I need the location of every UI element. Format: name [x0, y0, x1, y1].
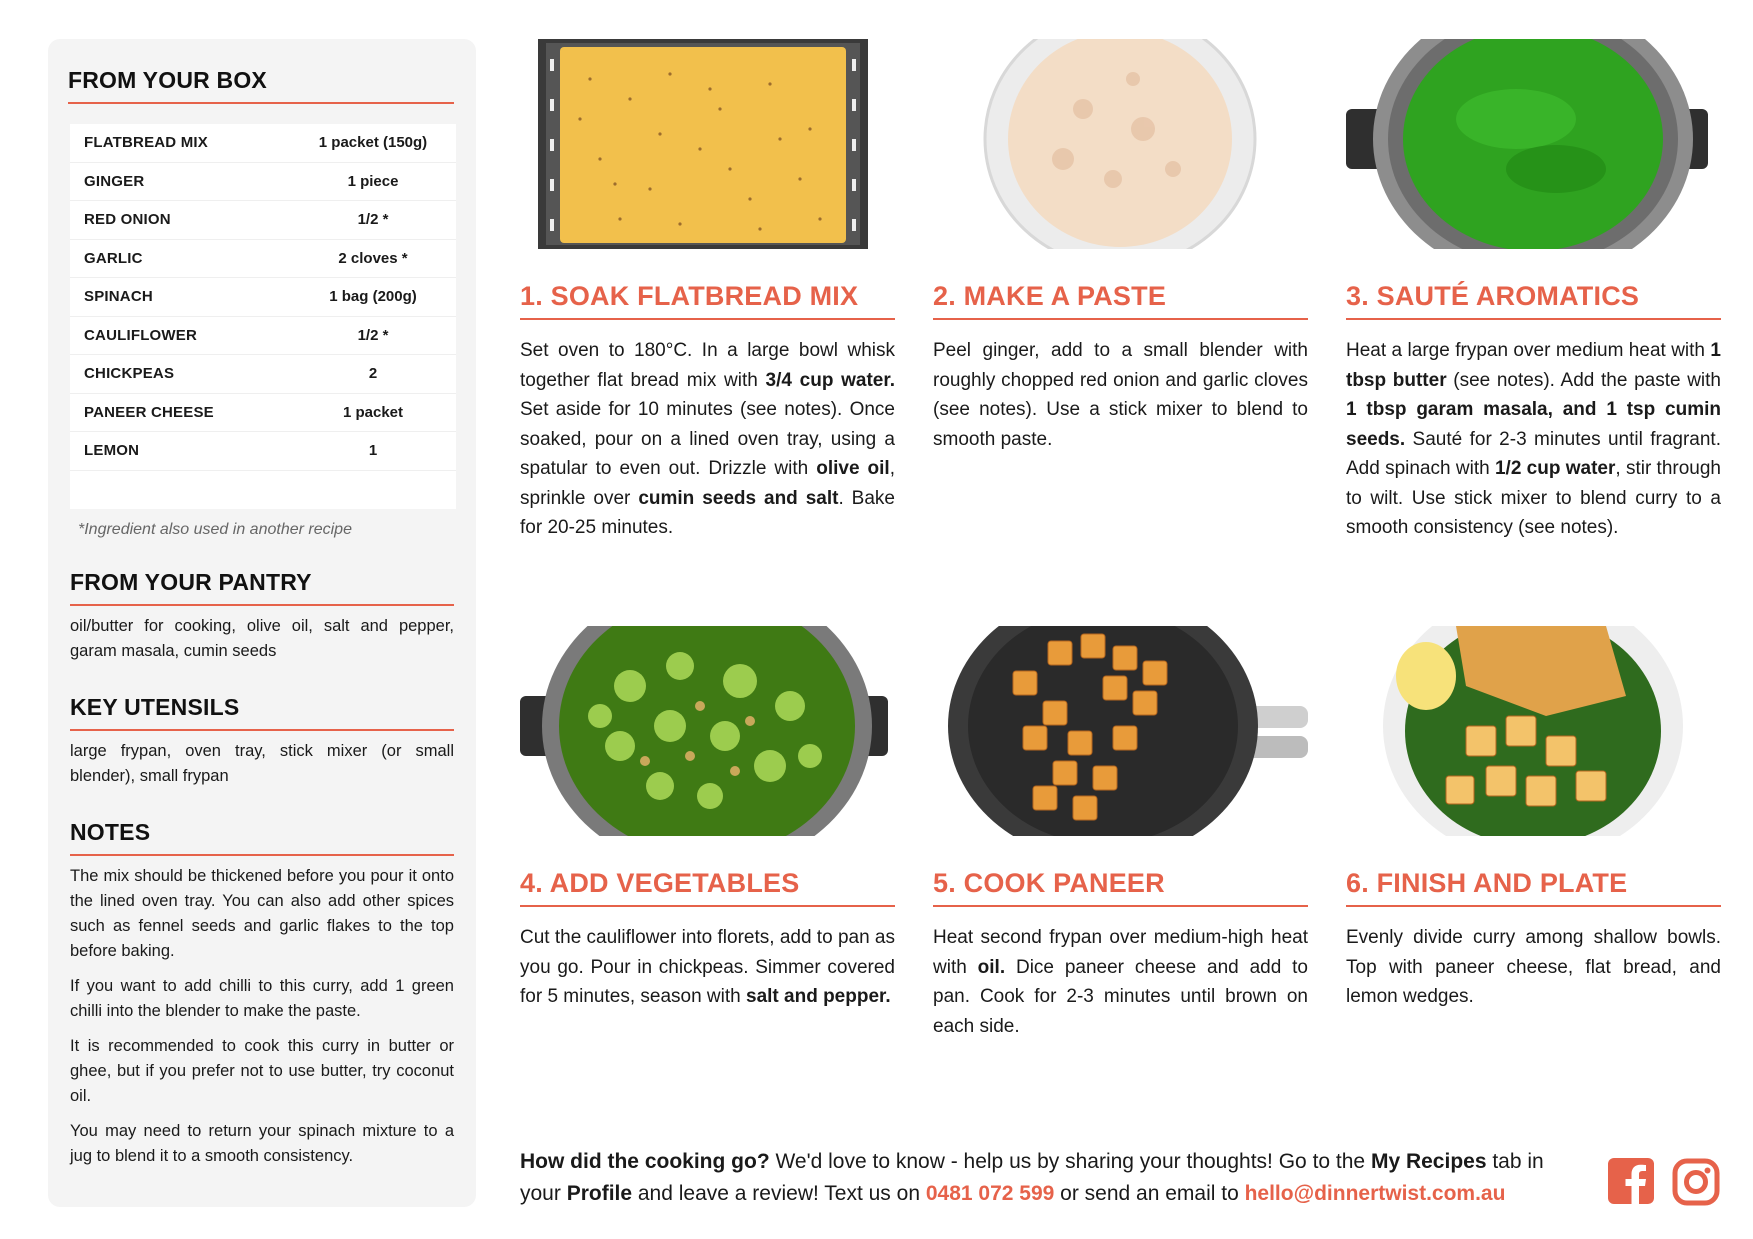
ingredient-qty: 2 [368, 365, 378, 383]
email-link[interactable]: hello@dinnertwist.com.au [1244, 1182, 1506, 1205]
step-6-photo [1346, 626, 1721, 836]
ingredient-qty: 1/2 * [357, 326, 389, 344]
step-2-photo [933, 39, 1308, 249]
notes-heading: NOTES [70, 819, 454, 856]
ingredient-name: SPINACH [84, 288, 153, 306]
ingredient-row [70, 355, 456, 394]
step-4-text: Cut the cauliflower into florets, add to pan as you go. Pour in chickpeas. Simmer covered for 5 minutes, season with salt and pepper. [520, 927, 895, 1007]
ingredient-row [70, 124, 456, 163]
ingredient-row [70, 432, 456, 471]
facebook-icon[interactable] [1608, 1158, 1654, 1204]
ingredient-name: LEMON [84, 442, 140, 460]
ingredient-qty: 1 packet [342, 403, 404, 421]
note-item: You may need to return your spinach mixture to a jug to blend it to a smooth consistency. [70, 1121, 454, 1165]
step-6-title: 6. FINISH AND PLATE [1346, 868, 1721, 907]
ingredient-qty: 2 cloves * [338, 249, 408, 267]
step-1-photo [520, 39, 895, 249]
step-2-title: 2. MAKE A PASTE [933, 281, 1308, 320]
step-5-title: 5. COOK PANEER [933, 868, 1308, 907]
note-item: It is recommended to cook this curry in butter or ghee, but if you prefer not to use butter, try coconut oil. [70, 1036, 454, 1105]
step-3-title: 3. SAUTÉ AROMATICS [1346, 281, 1721, 320]
ingredient-row-blank [70, 471, 456, 509]
step-6 [1346, 626, 1721, 1012]
step-2 [933, 39, 1308, 454]
ingredient-name: GARLIC [84, 249, 143, 267]
ingredient-qty: 1 [368, 442, 378, 460]
pantry-section [70, 569, 454, 664]
step-4-photo [520, 626, 895, 836]
step-6-text: Evenly divide curry among shallow bowls. Top with paneer cheese, flat bread, and lemon wedges. [1346, 927, 1721, 1007]
ingredient-row [70, 278, 456, 317]
step-4 [520, 626, 895, 1012]
pantry-text: oil/butter for cooking, olive oil, salt and pepper, garam masala, cumin seeds [70, 616, 454, 660]
step-3-photo [1346, 39, 1721, 249]
ingredient-name: PANEER CHEESE [84, 403, 214, 421]
ingredient-qty: 1/2 * [357, 211, 389, 229]
note-item: The mix should be thickened before you pour it onto the lined oven tray. You can also add other spices such as fennel seeds and garlic flakes to the top before baking. [70, 866, 454, 960]
step-1-text: Set oven to 180°C. In a large bowl whisk together flat bread mix with 3/4 cup water. Set aside for 10 minutes (see notes). Once soaked, pour on a lined oven tray, using a spatular to even out. Drizzle with olive oil, sprinkle over cumin seeds and salt. Bake for 20-25 minutes. [520, 340, 895, 538]
from-your-box-heading: FROM YOUR BOX [68, 67, 454, 104]
step-2-text: Peel ginger, add to a small blender with roughly chopped red onion and garlic cloves (see notes). Use a stick mixer to blend to smooth paste. [933, 340, 1308, 450]
ingredient-qty: 1 bag (200g) [329, 288, 417, 306]
utensils-text: large frypan, oven tray, stick mixer (or small blender), small frypan [70, 741, 454, 785]
step-4-title: 4. ADD VEGETABLES [520, 868, 895, 907]
ingredient-row [70, 240, 456, 279]
utensils-section [70, 694, 454, 789]
note-item: If you want to add chilli to this curry, add 1 green chilli into the blender to make the paste. [70, 976, 454, 1020]
ingredient-name: FLATBREAD MIX [84, 134, 208, 152]
instagram-icon[interactable] [1672, 1158, 1720, 1206]
step-5 [933, 626, 1308, 1041]
ingredient-name: RED ONION [84, 211, 171, 229]
step-1 [520, 39, 895, 543]
ingredient-footnote: *Ingredient also used in another recipe [78, 520, 352, 538]
ingredient-qty: 1 packet (150g) [318, 134, 428, 152]
phone-link[interactable]: 0481 072 599 [925, 1182, 1055, 1205]
pantry-heading: FROM YOUR PANTRY [70, 569, 454, 606]
ingredient-name: CAULIFLOWER [84, 326, 198, 344]
step-5-text: Heat second frypan over medium-high heat with oil. Dice paneer cheese and add to pan. Cook for 2-3 minutes until brown on each side. [933, 927, 1308, 1037]
feedback-footer: How did the cooking go? We'd love to know - help us by sharing your thoughts! Go to the My Recipes tab in your Profile and leave a review! Text us on 0481 072 599 or send an email to hello@dinnertwist.com.au [520, 1150, 1544, 1205]
ingredient-name: GINGER [84, 172, 145, 190]
step-1-title: 1. SOAK FLATBREAD MIX [520, 281, 895, 320]
utensils-heading: KEY UTENSILS [70, 694, 454, 731]
step-5-photo [933, 626, 1308, 836]
step-3-text: Heat a large frypan over medium heat with 1 tbsp butter (see notes). Add the paste with 1 tbsp garam masala, and 1 tsp cumin seeds. Sauté for 2-3 minutes until fragrant. Add spinach with 1/2 cup water, stir through to wilt. Use stick mixer to blend curry to a smooth consistency (see notes). [1346, 340, 1722, 538]
ingredient-row [70, 163, 456, 202]
ingredient-table [70, 124, 456, 509]
ingredient-qty: 1 piece [347, 172, 399, 190]
ingredient-name: CHICKPEAS [84, 365, 175, 383]
ingredient-row [70, 394, 456, 433]
notes-section [70, 819, 454, 1169]
ingredients-sidebar [48, 39, 476, 1207]
ingredient-row [70, 201, 456, 240]
ingredient-row [70, 317, 456, 356]
step-3 [1346, 39, 1721, 543]
